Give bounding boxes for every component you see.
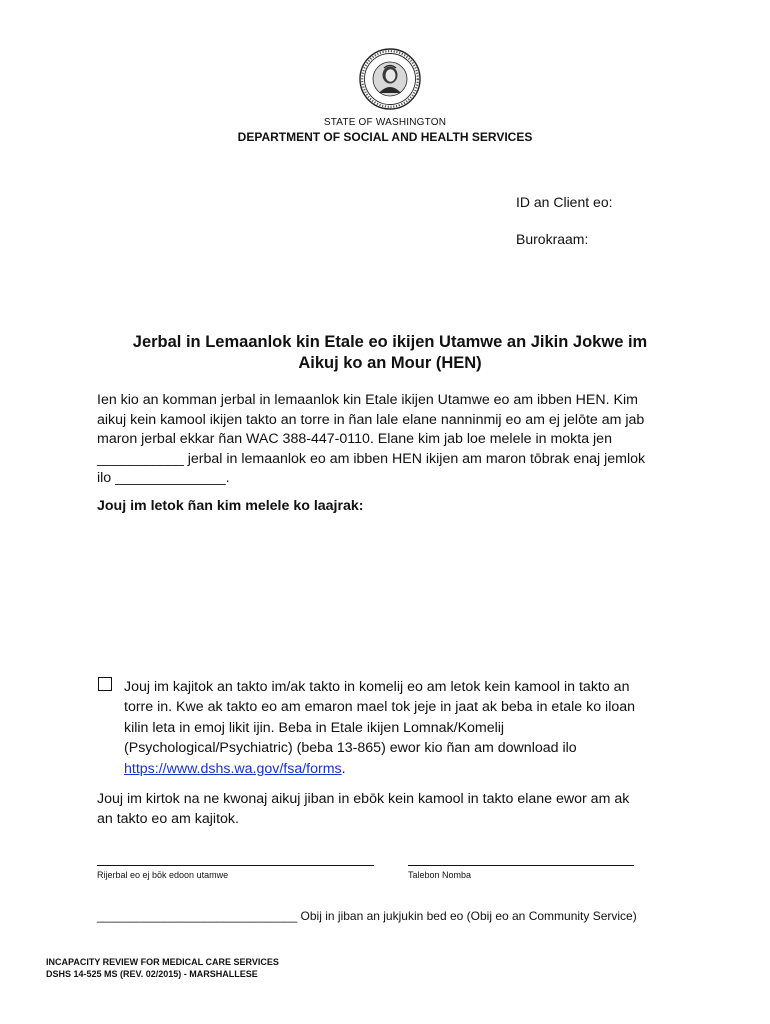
intro-line: maron jerbal ekkar ñan WAC 388-447-0110. Elane kim jab loe melele in mokta jen (97, 431, 612, 447)
checkbox-line: Jouj im kajitok an takto im/ak takto in komelij eo am letok kein kamool in takto an (124, 679, 630, 695)
worker-signature-line (97, 865, 374, 866)
phone-number-line (408, 865, 634, 866)
washington-state-seal-icon (359, 48, 421, 110)
questions-paragraph (97, 789, 629, 830)
intro-line: ___________ jerbal in lemaanlok eo am ibben HEN ikijen am maron tōbrak enaj jemlok (97, 450, 646, 467)
department-name: DEPARTMENT OF SOCIAL AND HEALTH SERVICES (237, 130, 533, 144)
checkbox-line: (Psychological/Psychiatric) (beba 13-865) ewor kio ñan am download ilo (124, 740, 577, 757)
request-records-checkbox[interactable] (98, 677, 112, 691)
client-id-label: ID an Client eo: (516, 194, 613, 210)
worker-label: Rijerbal eo ej bōk edoon utamwe (97, 870, 229, 880)
questions-line: Jouj im kirtok na ne kwonaj aikuj jiban in ebōk kein kamool in takto elane ewor am ak (97, 791, 630, 807)
forms-link[interactable]: https://www.dshs.wa.gov/fsa/forms (124, 760, 342, 777)
intro-line: aikuj kein kamool ikijen takto an torre in ñan lale elane nanninmij eo am ej jelōte am jab (97, 411, 645, 428)
form-number: DSHS 14-525 MS (REV. 02/2015) - MARSHALLESE (46, 969, 258, 979)
link-period: . (341, 760, 346, 777)
phone-label: Talebon Nomba (408, 870, 472, 880)
state-name: STATE OF WASHINGTON (323, 117, 447, 128)
intro-line: ilo ______________. (97, 470, 230, 486)
title-line: Aikuj ko an Mour (HEN) (298, 354, 482, 372)
page-title (90, 332, 690, 374)
reasons-heading: Jouj im letok ñan kim melele ko laajrak: (97, 498, 364, 514)
title-line: Jerbal in Lemaanlok kin Etale eo ikijen Utamwe an Jikin Jokwe im (132, 333, 648, 351)
office-line: ______________________________ Obij in jiban an jukjukin bed eo (Obij eo an Community Service) (97, 909, 637, 923)
checkbox-text (124, 677, 635, 779)
program-label: Burokraam: (516, 231, 589, 247)
form-title: INCAPACITY REVIEW FOR MEDICAL CARE SERVICES (46, 957, 279, 967)
checkbox-line: torre in. Kwe ak takto eo am emaron mael tok jeje in jaat ak beba in etale ko iloan (124, 699, 636, 716)
form-footer (46, 956, 279, 980)
questions-line: an takto eo am kajitok. (97, 811, 239, 828)
intro-paragraph (97, 391, 697, 489)
checkbox-line: kilin leta in emoj likit ijin. Beba in Etale ikijen Lomnak/Komelij (124, 719, 505, 736)
intro-line: Ien kio an komman jerbal in lemaanlok kin Etale ikijen Utamwe eo am ibben HEN. Kim (97, 392, 638, 408)
